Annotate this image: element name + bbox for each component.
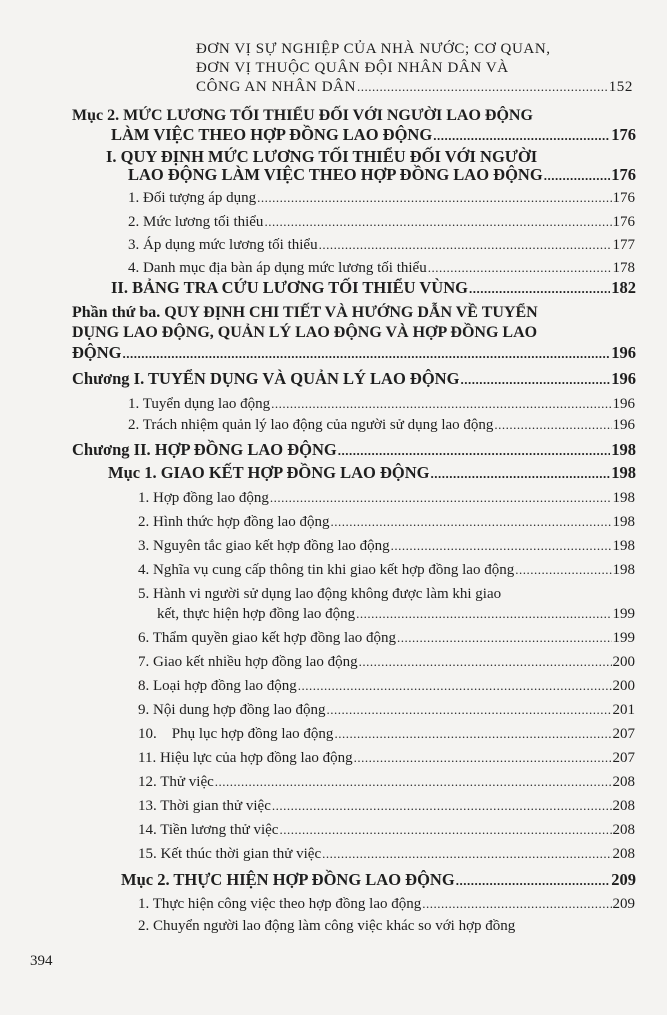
leader-dots (397, 631, 611, 644)
toc-item[interactable] (138, 823, 635, 838)
leader-dots (354, 751, 612, 764)
toc-entry-label: Mục 1. GIAO KẾT HỢP ĐỒNG LAO ĐỘNG (108, 463, 430, 482)
toc-entry-label: 11. Hiệu lực của hợp đồng lao động (138, 750, 353, 766)
leader-dots (271, 397, 611, 410)
toc-entry-label: 7. Giao kết nhiều hợp đồng lao động (138, 654, 358, 670)
toc-item[interactable] (128, 418, 635, 433)
toc-entry-label: Chương I. TUYỂN DỤNG VÀ QUẢN LÝ LAO ĐỘNG (72, 369, 460, 388)
toc-entry-label: LAO ĐỘNG LÀM VIỆC THEO HỢP ĐỒNG LAO ĐỘNG (128, 165, 543, 184)
toc-part-3-line1: Phần thứ ba. QUY ĐỊNH CHI TIẾT VÀ HƯỚNG DẪN VỀ TUYỂN (72, 304, 538, 321)
toc-section-muc2-line1: Mục 2. MỨC LƯƠNG TỐI THIỂU ĐỐI VỚI NGƯỜI LAO ĐỘNG (72, 107, 533, 124)
toc-item[interactable] (128, 261, 635, 276)
toc-entry-label: CÔNG AN NHÂN DÂN (196, 79, 357, 95)
toc-item[interactable] (138, 775, 635, 790)
toc-entry-label: 2. Mức lương tối thiểu (128, 214, 264, 230)
leader-dots (422, 897, 611, 910)
leader-dots (327, 703, 612, 716)
leader-dots (322, 847, 611, 860)
toc-page-number: 198 (612, 538, 635, 554)
toc-chapter-1[interactable] (72, 371, 636, 388)
toc-item[interactable] (157, 607, 635, 622)
toc-page-number: 208 (612, 774, 635, 790)
toc-item[interactable] (128, 397, 635, 412)
leader-dots (123, 347, 611, 360)
toc-page-number: 209 (611, 870, 636, 889)
leader-dots (430, 467, 610, 480)
toc-page-number: 199 (612, 606, 635, 622)
leader-dots (460, 373, 610, 386)
toc-page-number: 196 (611, 369, 636, 388)
leader-dots (319, 238, 612, 251)
toc-section-quy-dinh[interactable] (128, 167, 636, 184)
toc-entry-label: II. BẢNG TRA CỨU LƯƠNG TỐI THIỂU VÙNG (111, 278, 468, 297)
toc-entry-label: 1. Hợp đồng lao động (138, 490, 269, 506)
leader-dots (469, 282, 610, 295)
toc-page-number: 200 (612, 678, 635, 694)
toc-page-number: 196 (611, 343, 636, 362)
toc-page-number: 207 (612, 750, 635, 766)
toc-entry-label: 6. Thẩm quyền giao kết hợp đồng lao động (138, 630, 397, 646)
toc-entry-label: ĐỘNG (72, 343, 122, 362)
toc-entry-label: 2. Trách nhiệm quản lý lao động của người sử dụng lao động (128, 417, 494, 433)
toc-item-last[interactable]: 2. Chuyển người lao động làm công việc khác so với hợp đồng (138, 918, 516, 934)
toc-page-number: 176 (611, 125, 636, 144)
toc-page-number: 198 (612, 562, 635, 578)
toc-item[interactable] (138, 515, 635, 530)
toc-section-muc1[interactable] (108, 465, 636, 482)
toc-entry-label: 2. Hình thức hợp đồng lao động (138, 514, 330, 530)
toc-entry-label: 9. Nội dung hợp đồng lao động (138, 702, 326, 718)
leader-dots (330, 515, 611, 528)
toc-item[interactable] (138, 799, 635, 814)
toc-page-number: 198 (611, 463, 636, 482)
toc-chapter-2[interactable] (72, 442, 636, 459)
toc-item[interactable] (128, 191, 635, 206)
toc-page-number: 176 (612, 214, 635, 230)
toc-item[interactable] (138, 727, 635, 742)
leader-dots (356, 607, 611, 620)
toc-entry-label: 8. Loại hợp đồng lao động (138, 678, 297, 694)
toc-part-3[interactable] (72, 345, 636, 362)
leader-dots (334, 727, 611, 740)
toc-page-number: 208 (612, 846, 635, 862)
toc-section-bang-tra[interactable] (111, 280, 636, 297)
toc-item[interactable] (128, 215, 635, 230)
toc-page-number: 200 (612, 654, 635, 670)
toc-entry-label: 12. Thử việc (138, 774, 214, 790)
toc-entry-label: 3. Áp dụng mức lương tối thiểu (128, 237, 318, 253)
toc-entry-label: 1. Đối tượng áp dụng (128, 190, 257, 206)
toc-page-number: 178 (612, 260, 635, 276)
toc-page-number: 177 (612, 237, 635, 253)
leader-dots (298, 679, 612, 692)
toc-page-number: 196 (612, 417, 635, 433)
toc-entry-don-vi[interactable] (196, 80, 633, 95)
leader-dots (270, 491, 612, 504)
toc-section-quy-dinh-line1: I. QUY ĐỊNH MỨC LƯƠNG TỐI THIỂU ĐỐI VỚI NGƯỜI (106, 147, 538, 166)
toc-page-number: 182 (611, 278, 636, 297)
toc-entry-label: 3. Nguyên tắc giao kết hợp đồng lao động (138, 538, 390, 554)
leader-dots (428, 261, 612, 274)
leader-dots (357, 80, 608, 93)
toc-page-number: 196 (612, 396, 635, 412)
leader-dots (359, 655, 612, 668)
leader-dots (215, 775, 612, 788)
toc-item[interactable] (138, 631, 635, 646)
page-number: 394 (30, 953, 53, 969)
toc-item[interactable] (138, 491, 635, 506)
toc-section-muc2[interactable] (111, 127, 636, 144)
toc-entry-label: 15. Kết thúc thời gian thử việc (138, 846, 322, 862)
toc-page-number: 176 (612, 190, 635, 206)
toc-entry-label: 14. Tiền lương thử việc (138, 822, 279, 838)
toc-item[interactable] (138, 703, 635, 718)
toc-entry-label: 1. Thực hiện công việc theo hợp đồng lao động (138, 896, 422, 912)
toc-page-number: 207 (612, 726, 635, 742)
toc-item[interactable] (138, 655, 635, 670)
toc-entry-label: 4. Nghĩa vụ cung cấp thông tin khi giao kết hợp đồng lao động (138, 562, 515, 578)
toc-part-3-line2: DỤNG LAO ĐỘNG, QUẢN LÝ LAO ĐỘNG VÀ HỢP ĐỒNG LAO (72, 324, 538, 341)
toc-page-number: 208 (612, 798, 635, 814)
toc-entry-label: 1. Tuyển dụng lao động (128, 396, 271, 412)
leader-dots (272, 799, 612, 812)
leader-dots (338, 444, 611, 457)
toc-page-number: 198 (612, 490, 635, 506)
leader-dots (264, 215, 611, 228)
toc-item[interactable] (138, 563, 635, 578)
toc-entry-label: 4. Danh mục địa bàn áp dụng mức lương tối thiểu (128, 260, 427, 276)
toc-page-number: 209 (612, 896, 635, 912)
toc-item[interactable] (138, 847, 635, 862)
toc-entry-label: 13. Thời gian thử việc (138, 798, 271, 814)
toc-entry-label: 10. Phụ lục hợp đồng lao động (138, 726, 334, 742)
toc-page-number: 208 (612, 822, 635, 838)
leader-dots (279, 823, 611, 836)
toc-page-number: 199 (612, 630, 635, 646)
leader-dots (544, 169, 611, 182)
toc-page-number: 198 (612, 514, 635, 530)
toc-page-number: 176 (611, 165, 636, 184)
toc-entry-label: kết, thực hiện hợp đồng lao động (157, 606, 356, 622)
toc-item-5-line1: 5. Hành vi người sử dụng lao động không được làm khi giao (138, 586, 502, 602)
toc-page-number: 201 (612, 702, 635, 718)
toc-entry-label: LÀM VIỆC THEO HỢP ĐỒNG LAO ĐỘNG (111, 125, 433, 144)
leader-dots (494, 418, 611, 431)
leader-dots (456, 874, 611, 887)
toc-section-muc2-thuc-hien[interactable] (121, 872, 636, 889)
toc-entry-don-vi-line1: ĐƠN VỊ SỰ NGHIỆP CỦA NHÀ NƯỚC; CƠ QUAN, (196, 41, 551, 57)
leader-dots (391, 539, 612, 552)
toc-item[interactable] (138, 539, 635, 554)
toc-entry-label: Chương II. HỢP ĐỒNG LAO ĐỘNG (72, 440, 337, 459)
toc-item[interactable] (138, 897, 635, 912)
toc-page-number: 152 (608, 79, 633, 95)
leader-dots (515, 563, 611, 576)
toc-item[interactable] (138, 751, 635, 766)
toc-entry-don-vi-line2: ĐƠN VỊ THUỘC QUÂN ĐỘI NHÂN DÂN VÀ (196, 60, 509, 76)
toc-item[interactable] (138, 679, 635, 694)
leader-dots (257, 191, 611, 204)
toc-item[interactable] (128, 238, 635, 253)
leader-dots (433, 129, 610, 142)
toc-page-number: 198 (611, 440, 636, 459)
toc-entry-label: Mục 2. THỰC HIỆN HỢP ĐỒNG LAO ĐỘNG (121, 870, 455, 889)
